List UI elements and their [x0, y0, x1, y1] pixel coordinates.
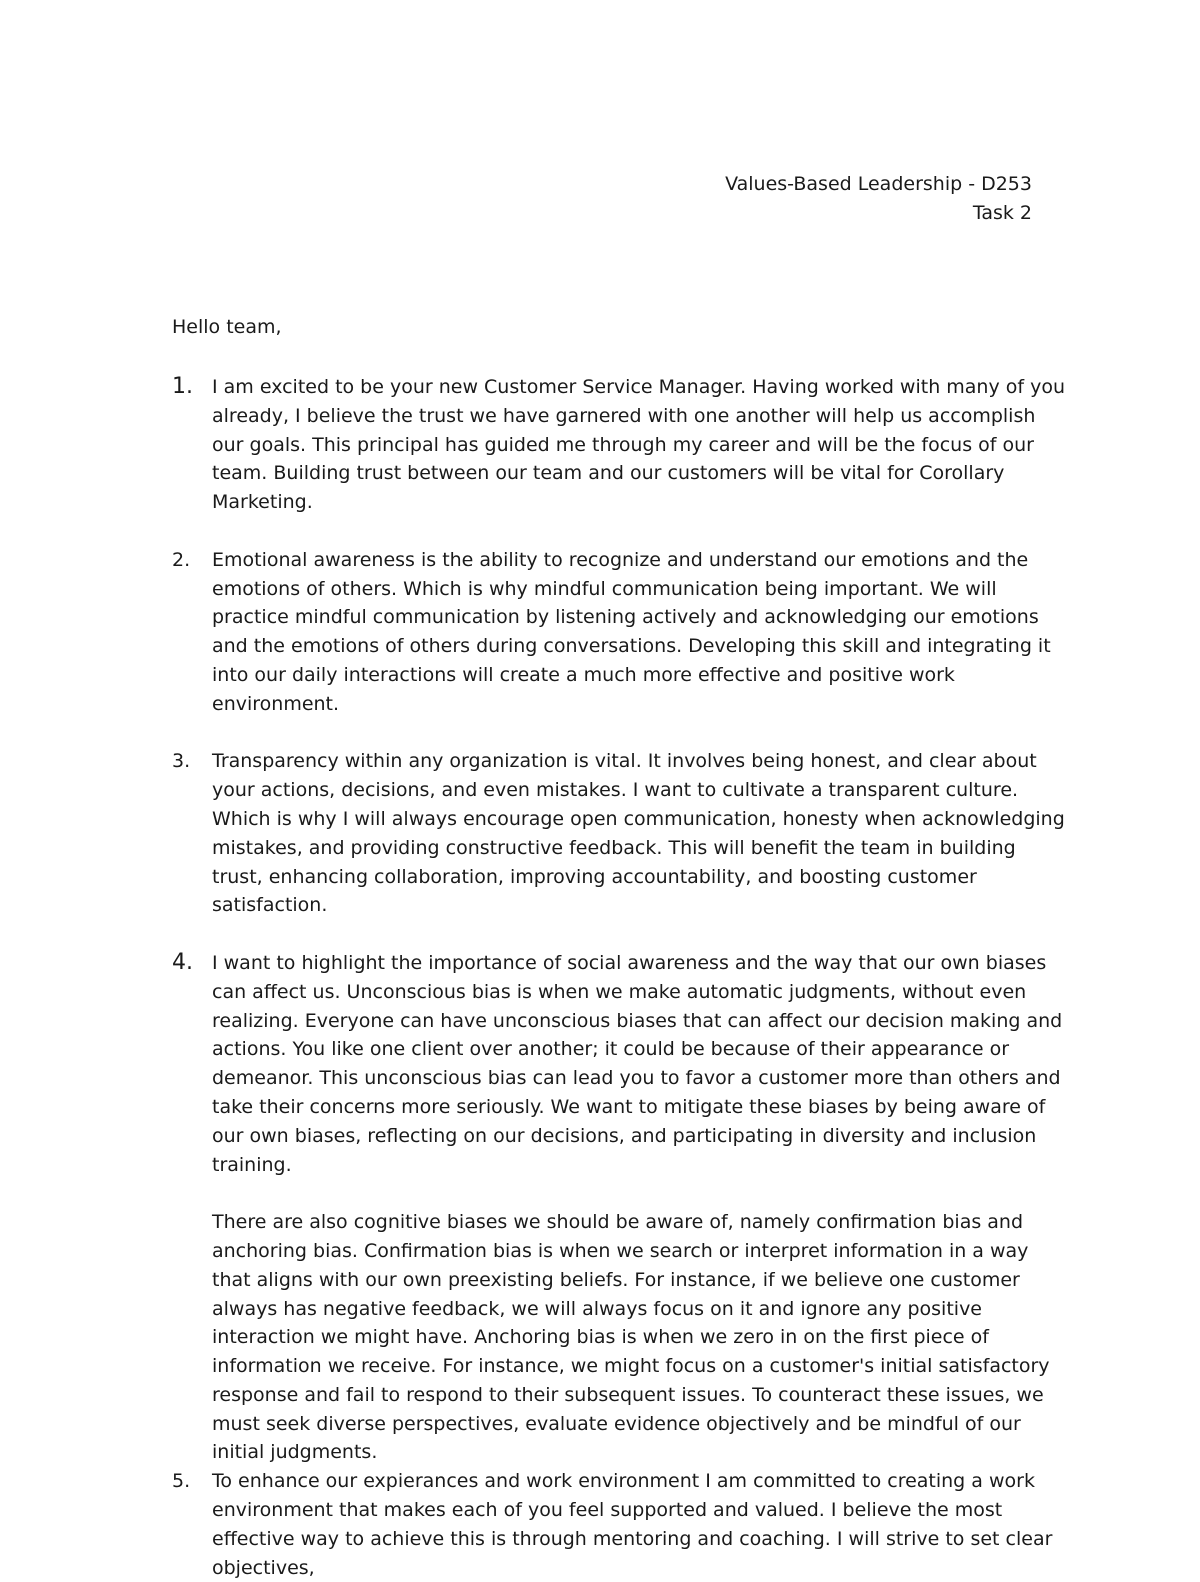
- item-number: 5.: [172, 1470, 191, 1493]
- item-number: 2.: [172, 548, 191, 571]
- list-item-1: [172, 373, 1072, 517]
- task-label: Task 2: [972, 202, 1032, 224]
- item-paragraph: I want to highlight the importance of social awareness and the way that our own biases can affect us. Unconscious bias is when we make automatic judgments, without even realizing. Everyone can have unconscious biases that can affect our decision making and actions. You like one client over another; it could be because of their appearance or demeanor. This unconscious bias can lead you to favor a customer more than others and take their concerns more seriously. We want to mitigate these biases by being aware of our own biases, reflecting on our decisions, and participating in diversity and inclusion training.: [212, 951, 1063, 1176]
- list-item-2: [172, 546, 1072, 719]
- item-paragraph: I am excited to be your new Customer Service Manager. Having worked with many of you already, I believe the trust we have garnered with one another will help us accomplish our goals. This principal has guided me through my career and will be the focus of our team. Building trust between our team and our customers will be vital for Corollary Marketing.: [212, 376, 1066, 514]
- item-number: 4.: [172, 949, 193, 975]
- item-number: 1.: [172, 374, 193, 399]
- item-paragraph-continued: There are also cognitive biases we should be aware of, namely confirmation bias and anchoring bias. Confirmation bias is when we search or interpret information in a way that aligns with our own preexisting beliefs. For instance, if we believe one customer always has negative feedback, we will always focus on it and ignore any positive interaction we might have. Anchoring bias is when we zero in on the first piece of information we receive. For instance, we might focus on a customer's initial satisfactory response and fail to respond to their subsequent issues. To counteract these issues, we must seek diverse perspectives, evaluate evidence objectively and be mindful of our initial judgments.: [212, 1211, 1050, 1464]
- list-item-5: [172, 1467, 1072, 1582]
- item-number: 3.: [172, 750, 191, 773]
- numbered-list: [172, 373, 1072, 1582]
- list-spacer: [172, 920, 1072, 949]
- document-header: [725, 170, 1032, 228]
- list-spacer: [172, 719, 1072, 748]
- greeting: Hello team,: [172, 316, 282, 338]
- list-spacer: [172, 517, 1072, 546]
- list-item-4: [172, 949, 1072, 1467]
- item-paragraph: To enhance our expierances and work environment I am committed to creating a work environment that makes each of you feel supported and valued. I believe the most effective way to achieve this is through mentoring and coaching. I will strive to set clear objectives,: [212, 1470, 1053, 1579]
- list-item-3: [172, 747, 1072, 920]
- item-paragraph: Emotional awareness is the ability to recognize and understand our emotions and the emotions of others. Which is why mindful communication being important. We will practice mindful communication by listening actively and acknowledging our emotions and the emotions of others during conversations. Developing this skill and integrating it into our daily interactions will create a much more effective and positive work environment.: [212, 548, 1051, 715]
- item-paragraph: Transparency within any organization is vital. It involves being honest, and clear about your actions, decisions, and even mistakes. I want to cultivate a transparent culture. Which is why I will always encourage open communication, honesty when acknowledging mistakes, and providing constructive feedback. This will benefit the team in building trust, enhancing collaboration, improving accountability, and boosting customer satisfaction.: [212, 750, 1065, 917]
- course-title: Values-Based Leadership - D253: [725, 173, 1032, 195]
